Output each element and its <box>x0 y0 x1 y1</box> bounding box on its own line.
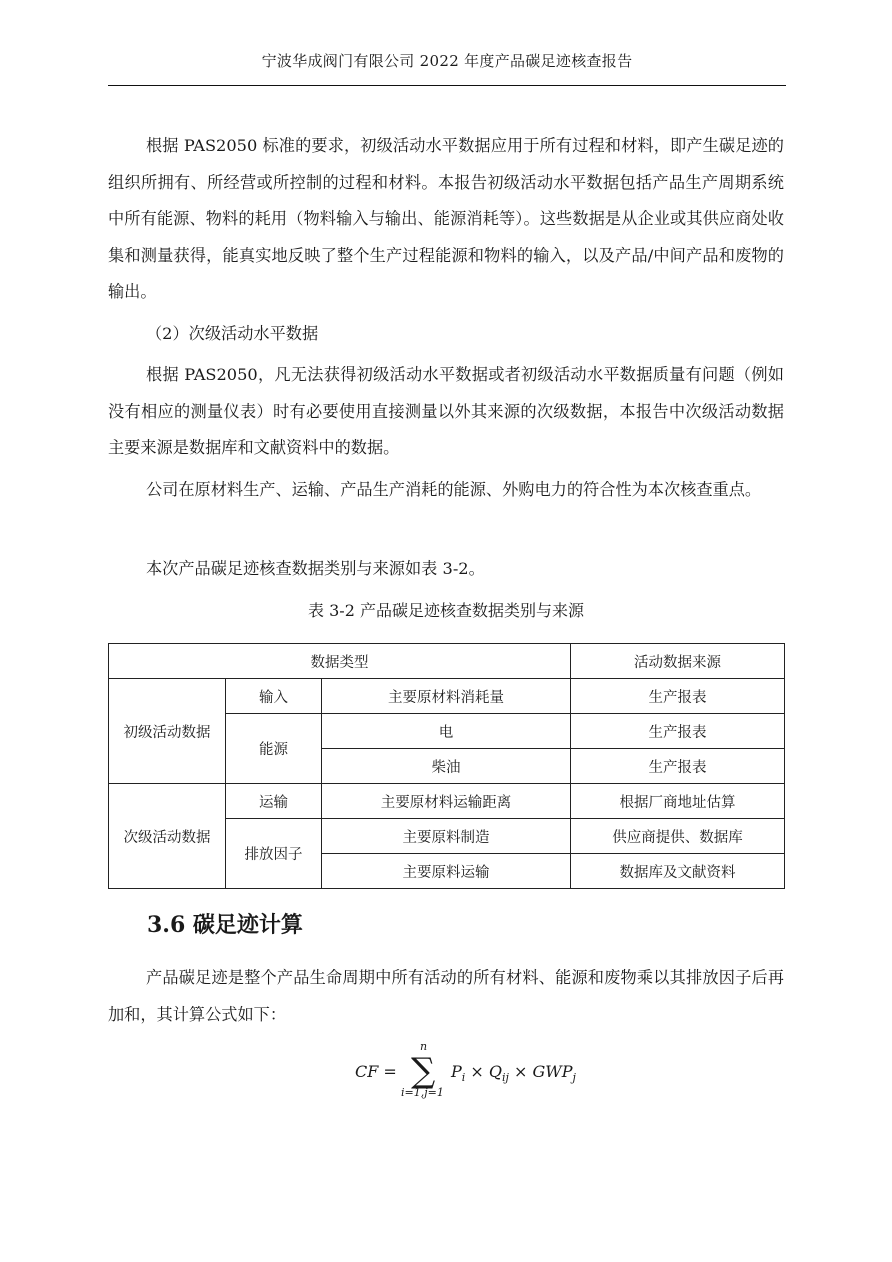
paragraph-focus: 公司在原材料生产、运输、产品生产消耗的能源、外购电力的符合性为本次核查重点。 <box>146 480 762 499</box>
source-cell: 生产报表 <box>571 679 785 714</box>
group-cell-secondary: 次级活动数据 <box>109 784 226 889</box>
table-row <box>109 679 785 714</box>
header-cell-type: 数据类型 <box>109 644 571 679</box>
paragraph-calculation: 产品碳足迹是整个产品生命周期中所有活动的所有材料、能源和废物乘以其排放因子后再加和，其计算公式如下： <box>108 968 784 1024</box>
carbon-footprint-formula <box>355 1040 595 1104</box>
paragraph-primary-data: 根据 PAS2050 标准的要求，初级活动水平数据应用于所有过程和材料，即产生碳足迹的组织所拥有、所经营或所控制的过程和材料。本报告初级活动水平数据包括产品生产周期系统中所有能源、物料的耗用（物料输入与输出、能源消耗等）。这些数据是从企业或其供应商处收集和测量获得，能真实地反映了整个生产过程能源和物料的输入，以及产品/中间产品和废物的输出。 <box>108 136 784 301</box>
header-divider <box>108 85 786 86</box>
table-caption: 表 3-2 产品碳足迹核查数据类别与来源 <box>308 601 584 620</box>
source-cell: 数据库及文献资料 <box>571 854 785 889</box>
header-cell-source: 活动数据来源 <box>571 644 785 679</box>
category-cell-transport: 运输 <box>226 784 322 819</box>
item-cell: 主要原材料运输距离 <box>322 784 571 819</box>
formula-sum-lower: i=1,j=1 <box>401 1086 444 1099</box>
formula-sigma: ∑ <box>411 1051 436 1091</box>
item-cell: 电 <box>322 714 571 749</box>
group-cell-primary: 初级活动数据 <box>109 679 226 784</box>
item-cell: 主要原料制造 <box>322 819 571 854</box>
category-cell-emission-factor: 排放因子 <box>226 819 322 889</box>
subheading-secondary-data: （2）次级活动水平数据 <box>146 324 319 343</box>
source-cell: 生产报表 <box>571 749 785 784</box>
section-heading: 3.6 碳足迹计算 <box>147 912 303 938</box>
item-cell: 柴油 <box>322 749 571 784</box>
paragraph-table-intro: 本次产品碳足迹核查数据类别与来源如表 3-2。 <box>146 559 485 578</box>
category-cell-input: 输入 <box>226 679 322 714</box>
formula-gwp-sub: j <box>572 1071 576 1085</box>
table-row <box>109 784 785 819</box>
source-cell: 生产报表 <box>571 714 785 749</box>
page-header: 宁波华成阀门有限公司 2022 年度产品碳足迹核查报告 <box>261 52 633 70</box>
formula-p-sub: i <box>461 1071 466 1085</box>
category-cell-energy: 能源 <box>226 714 322 784</box>
source-cell: 供应商提供、数据库 <box>571 819 785 854</box>
formula-p: P <box>451 1062 462 1081</box>
formula-q: Q <box>488 1062 502 1081</box>
formula-q-sub: ij <box>502 1071 509 1085</box>
formula-lhs: CF = <box>355 1062 397 1081</box>
source-cell: 根据厂商地址估算 <box>571 784 785 819</box>
paragraph-secondary-data: 根据 PAS2050，凡无法获得初级活动水平数据或者初级活动水平数据质量有问题（例如没有相应的测量仪表）时有必要使用直接测量以外其来源的次级数据，本报告中次级活动数据主要来源是数据库和文献资料中的数据。 <box>108 365 784 457</box>
formula-rhs <box>451 1062 576 1084</box>
formula-times: × <box>465 1062 489 1081</box>
formula-times: × <box>508 1062 533 1081</box>
item-cell: 主要原料运输 <box>322 854 571 889</box>
table-header-row <box>109 644 785 679</box>
data-source-table <box>108 643 785 889</box>
formula-sum-upper: n <box>420 1040 428 1053</box>
formula-gwp: GWP <box>532 1062 573 1081</box>
item-cell: 主要原材料消耗量 <box>322 679 571 714</box>
